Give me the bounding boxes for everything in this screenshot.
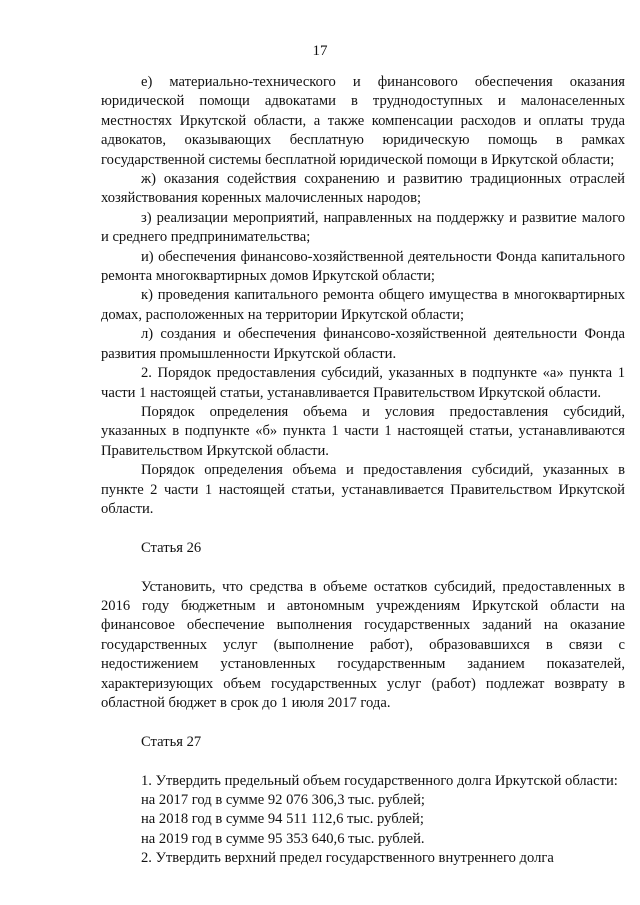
- spacer: [101, 558, 625, 577]
- paragraph-subitem-i: и) обеспечения финансово-хозяйственной деятельности Фонда капитального ремонта многоквартирных домов Иркутской области;: [101, 248, 625, 285]
- spacer: [101, 752, 625, 771]
- paragraph-subitem-e: е) материально-технического и финансового обеспечения оказания юридической помощи адвокатами в труднодоступных и малонаселенных местностях Иркутской области, а также компенсации расходов и оплаты труда адвокатов, оказывающих бесплатную юридическую помощь в рамках государственной системы бесплатной юридической помощи в Иркутской области;: [101, 74, 625, 168]
- debt-limit-2017: на 2017 год в сумме 92 076 306,3 тыс. рублей;: [141, 791, 425, 808]
- debt-limit-2018: на 2018 год в сумме 94 511 112,6 тыс. рублей;: [141, 811, 424, 828]
- paragraph-procedure-2: Порядок определения объема и предоставления субсидий, указанных в пункте 2 части 1 настоящей статьи, устанавливается Правительством Иркутской области.: [101, 462, 625, 517]
- document-body: [101, 73, 625, 869]
- paragraph-subitem-z: з) реализации мероприятий, направленных на поддержку и развитие малого и среднего предпринимательства;: [101, 209, 625, 246]
- article-26-heading: Статья 26: [141, 539, 202, 556]
- paragraph-subitem-k: к) проведения капитального ремонта общего имущества в многоквартирных домах, расположенных на территории Иркутской области;: [101, 287, 625, 323]
- article-26-text: Установить, что средства в объеме остатков субсидий, предоставленных в 2016 году бюджетным и автономным учреждениям Иркутской области на финансовое обеспечение выполнения государственных заданий на оказание государственных услуг (выполнение работ), образовавшихся в связи с недостижением установленных государственным заданием показателей, характеризующих объем государственных услуг (работ) подлежат возврату в областной бюджет в срок до 1 июля 2017 года.: [101, 578, 625, 711]
- paragraph-subitem-l: л) создания и обеспечения финансово-хозяйственной деятельности Фонда развития промышленности Иркутской области.: [101, 326, 625, 362]
- article-27-item-2: 2. Утвердить верхний предел государственного внутреннего долга: [141, 850, 554, 867]
- paragraph-procedure-b: Порядок определения объема и условия предоставления субсидий, указанных в подпункте «б» пункта 1 части 1 настоящей статьи, устанавливаются Правительством Иркутской области.: [101, 403, 625, 459]
- spacer: [101, 713, 625, 732]
- article-27-heading: Статья 27: [141, 733, 202, 750]
- article-27-item-1: 1. Утвердить предельный объем государственного долга Иркутской области:: [141, 772, 618, 789]
- paragraph-clause-2: 2. Порядок предоставления субсидий, указанных в подпункте «а» пункта 1 части 1 настоящей статьи, устанавливается Правительством Иркутской области.: [101, 365, 625, 401]
- debt-limit-2019: на 2019 год в сумме 95 353 640,6 тыс. рублей.: [141, 830, 425, 847]
- page-number: 17: [312, 43, 328, 59]
- spacer: [101, 519, 625, 538]
- paragraph-subitem-zh: ж) оказания содействия сохранению и развитию традиционных отраслей хозяйствования коренных малочисленных народов;: [101, 171, 625, 207]
